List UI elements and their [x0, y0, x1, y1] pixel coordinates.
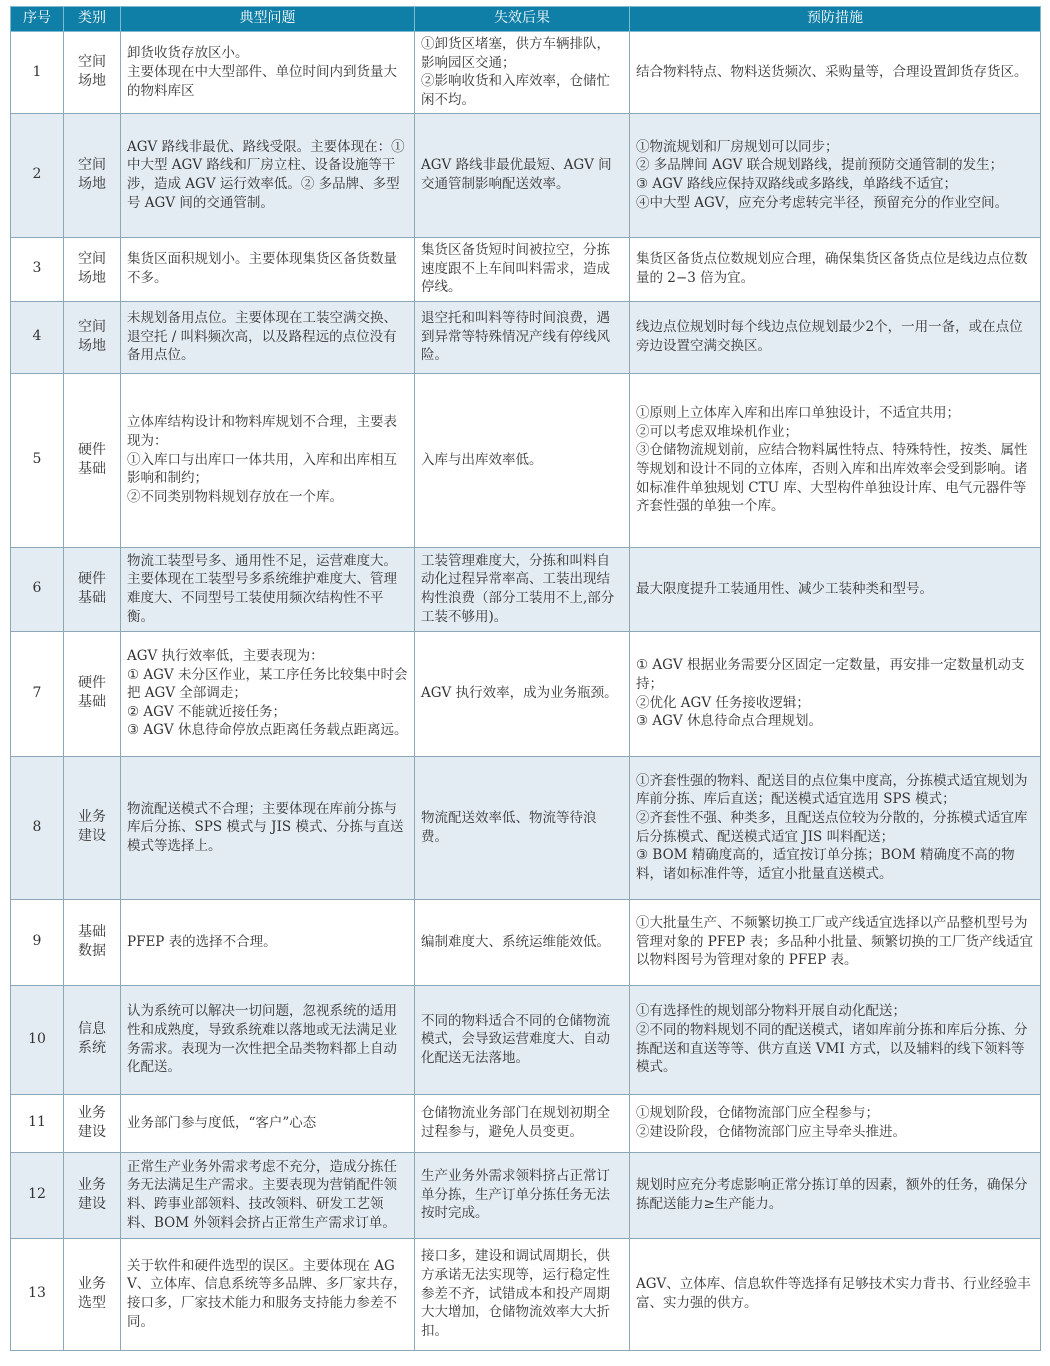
row-category-text: 硬件基础	[77, 675, 106, 711]
row-category-text: 信息系统	[77, 1021, 106, 1057]
row-category-text: 硬件基础	[77, 570, 106, 606]
row-problem-line: 关于软件和硬件选型的误区。主要体现在 AGV、立体库、信息系统等多品牌、多厂家共存，接口多，厂家技术能力和服务支持能力参差不同。	[127, 1257, 407, 1330]
row-prevention	[630, 32, 1041, 114]
row-category	[64, 32, 121, 114]
row-seq: 12	[11, 1152, 64, 1238]
row-category-text: 业务建设	[77, 1176, 106, 1212]
table-row	[11, 301, 1041, 373]
row-consequence	[415, 373, 630, 547]
row-prevention	[630, 373, 1041, 547]
row-seq: 6	[11, 547, 64, 631]
row-problem	[121, 113, 415, 237]
row-category	[64, 1152, 121, 1238]
row-consequence	[415, 1152, 630, 1238]
table-row	[11, 756, 1041, 899]
row-prevention-line: ②优化 AGV 任务接收逻辑；	[636, 694, 810, 711]
header-prevention: 预防措施	[630, 7, 1041, 32]
row-consequence-line: 不同的物料适合不同的仓储物流模式，会导致运营难度大、自动化配送无法落地。	[421, 1012, 610, 1066]
row-category-text: 业务建设	[77, 1104, 106, 1140]
row-problem-line: 主要体现在中大型部件、单位时间内到货量大的物料库区	[127, 63, 397, 99]
row-prevention-line: AGV、立体库、信息软件等选择有足够技术实力背书、行业经验丰富、实力强的供方。	[636, 1276, 1031, 1311]
row-category-text: 空间场地	[77, 250, 106, 286]
row-consequence	[415, 756, 630, 899]
table-row	[11, 32, 1041, 114]
row-consequence-line: AGV 路线非最优最短、AGV 间交通管制影响配送效率。	[421, 157, 612, 192]
row-seq: 8	[11, 756, 64, 899]
row-prevention-line: 集货区备货点位数规划应合理，确保集货区备货点位是线边点位数量的 2−3 倍为宜。	[636, 251, 1028, 286]
row-prevention	[630, 113, 1041, 237]
row-problem	[121, 32, 415, 114]
row-problem-line: ② AGV 不能就近接任务；	[127, 703, 286, 720]
header-category: 类别	[64, 7, 121, 32]
row-consequence-line: 入库与出库效率低。	[421, 451, 543, 468]
row-prevention-line: ②可以考虑双堆垛机作业；	[636, 423, 798, 440]
row-category-text: 空间场地	[77, 318, 106, 354]
row-prevention-line: ① AGV 根据业务需要分区固定一定数量，再安排一定数量机动支持；	[636, 657, 1025, 692]
row-problem-line: AGV 路线非最优、路线受限。主要体现在：①中大型 AGV 路线和厂房立柱、设备设施等干涉，造成 AGV 运行效率低。② 多品牌、多型号 AGV 间的交通管制。	[127, 138, 405, 211]
row-prevention-line: ② 多品牌间 AGV 联合规划路线，提前预防交通管制的发生；	[636, 157, 1004, 174]
row-category-text: 业务选型	[77, 1275, 106, 1311]
row-problem	[121, 301, 415, 373]
table-row	[11, 985, 1041, 1094]
row-category-text: 空间场地	[77, 156, 106, 192]
row-prevention-line: ①大批量生产、不频繁切换工厂或产线适宜选择以产品整机型号为管理对象的 PFEP 表；多品种小批量、频繁切换的工厂货产线适宜以物料图号为管理对象的 PFEP 表。	[636, 915, 1033, 969]
row-consequence	[415, 631, 630, 756]
row-seq: 9	[11, 899, 64, 985]
row-category	[64, 301, 121, 373]
row-consequence-line: 编制难度大、系统运维能效低。	[421, 933, 610, 950]
table-row	[11, 1152, 1041, 1238]
row-category-text: 基础数据	[77, 923, 106, 959]
row-consequence	[415, 32, 630, 114]
row-category-text: 硬件基础	[77, 441, 106, 477]
row-problem	[121, 547, 415, 631]
table-row	[11, 237, 1041, 301]
row-problem	[121, 1152, 415, 1238]
header-seq: 序号	[11, 7, 64, 32]
row-category-text: 业务建设	[77, 809, 106, 845]
row-consequence-line: ②影响收货和入库效率，仓储忙闲不均。	[421, 73, 610, 108]
row-consequence-line: 物流配送效率低、物流等待浪费。	[421, 809, 597, 845]
row-seq: 3	[11, 237, 64, 301]
row-problem-line: PFEP 表的选择不合理。	[127, 933, 277, 950]
row-problem-line: ① AGV 未分区作业，某工序任务比较集中时会把 AGV 全部调走；	[127, 666, 408, 702]
row-prevention-line: ③ AGV 休息待命点合理规划。	[636, 713, 822, 730]
row-problem	[121, 1094, 415, 1152]
row-consequence	[415, 985, 630, 1094]
row-consequence	[415, 1238, 630, 1350]
row-consequence-line: 工装管理难度大，分拣和叫料自动化过程异常率高、工装出现结构性浪费（部分工装用不上,部分工装不够用)。	[421, 552, 615, 625]
row-consequence	[415, 113, 630, 237]
row-prevention	[630, 985, 1041, 1094]
row-problem-line: 立体库结构设计和物料库规划不合理，主要表现为：	[127, 414, 397, 450]
row-consequence-line: 仓储物流业务部门在规划初期全过程参与，避免人员变更。	[421, 1105, 610, 1140]
row-prevention-line: 规划时应充分考虑影响正常分拣订单的因素，额外的任务，确保分拣配送能力≥生产能力。	[636, 1177, 1028, 1212]
row-prevention	[630, 1094, 1041, 1152]
row-problem-line: 集货区面积规划小。主要体现集货区备货数量不多。	[127, 251, 397, 286]
row-prevention-line: ①原则上立体库入库和出库口单独设计，不适宜共用；	[636, 405, 960, 422]
table-row	[11, 1238, 1041, 1350]
row-problem	[121, 756, 415, 899]
row-prevention-line: ③仓储物流规划前，应结合物料属性特点、特殊特性，按类、属性等规划和设计不同的立体库，否则入库和出库效率会受到影响。诸如标准件单独规划 CTU 库、大型构件单独设计库、电气元器件等齐套性强的单独一个库。	[636, 442, 1028, 515]
row-seq: 13	[11, 1238, 64, 1350]
row-prevention	[630, 547, 1041, 631]
table-header-row	[11, 7, 1041, 32]
row-category	[64, 1238, 121, 1350]
row-consequence-line: 退空托和叫料等待时间浪费，遇到异常等特殊情况产线有停线风险。	[421, 310, 610, 364]
row-problem-line: 物流配送模式不合理；主要体现在库前分拣与库后分拣、SPS 模式与 JIS 模式、分拣与直送模式等选择上。	[127, 800, 404, 854]
row-seq: 4	[11, 301, 64, 373]
row-category	[64, 756, 121, 899]
row-seq: 10	[11, 985, 64, 1094]
row-prevention-line: ①物流规划和厂房规划可以同步；	[636, 138, 839, 155]
header-problem: 典型问题	[121, 7, 415, 32]
row-problem-line: ①入库口与出库口一体共用，入库和出库相互影响和制约；	[127, 451, 397, 487]
row-prevention	[630, 756, 1041, 899]
row-prevention-line: 结合物料特点、物料送货频次、采购量等，合理设置卸货存货区。	[636, 63, 1028, 80]
row-prevention-line: ②齐套性不强、种类多，且配送点位较为分散的，分拣模式适宜库后分拣模式、配送模式适宜 JIS 叫料配送；	[636, 809, 1028, 845]
row-consequence	[415, 237, 630, 301]
row-category	[64, 237, 121, 301]
row-prevention-line: ④中大型 AGV，应充分考虑转完半径，预留充分的作业空间。	[636, 194, 1009, 211]
row-seq: 11	[11, 1094, 64, 1152]
row-consequence	[415, 1094, 630, 1152]
row-seq: 7	[11, 631, 64, 756]
row-problem-line: 卸货收货存放区小。	[127, 45, 249, 62]
row-prevention-line: ③ BOM 精确度高的，适宜按订单分拣；BOM 精确度不高的物料，诸如标准件等，适宜小批量直送模式。	[636, 847, 1015, 882]
row-prevention	[630, 301, 1041, 373]
problem-table	[10, 6, 1041, 1351]
row-problem-line: 认为系统可以解决一切问题，忽视系统的适用性和成熟度，导致系统难以落地或无法满足业务需求。表现为一次性把全品类物料都上自动化配送。	[127, 1003, 397, 1076]
row-problem	[121, 899, 415, 985]
table-row	[11, 631, 1041, 756]
table-row	[11, 1094, 1041, 1152]
row-prevention-line: ①有选择性的规划部分物料开展自动化配送；	[636, 1003, 906, 1020]
row-problem	[121, 631, 415, 756]
row-problem-line: ③ AGV 休息待命停放点距离任务载点距离远。	[127, 722, 408, 739]
row-prevention	[630, 631, 1041, 756]
row-category-text: 空间场地	[77, 54, 106, 90]
row-consequence-line: 生产业务外需求领料挤占正常订单分拣，生产订单分拣任务无法按时完成。	[421, 1168, 610, 1222]
row-problem-line: ②不同类别物料规划存放在一个库。	[127, 488, 343, 505]
row-consequence	[415, 899, 630, 985]
table-row	[11, 547, 1041, 631]
row-category	[64, 113, 121, 237]
row-prevention-line: 最大限度提升工装通用性、减少工装种类和型号。	[636, 580, 933, 597]
table-row	[11, 113, 1041, 237]
row-category	[64, 985, 121, 1094]
row-category	[64, 373, 121, 547]
row-consequence-line: 接口多，建设和调试周期长，供方承诺无法实现等，运行稳定性参差不齐，试错成本和投产周期大大增加，仓储物流效率大大折扣。	[421, 1248, 610, 1339]
table-row	[11, 373, 1041, 547]
row-problem-line: 未规划备用点位。主要体现在工装空满交换、退空托 / 叫料频次高，以及路程远的点位没有备用点位。	[127, 310, 397, 364]
row-prevention-line: ①齐套性强的物料、配送目的点位集中度高，分拣模式适宜规划为库前分拣、库后直送；配送模式适宜选用 SPS 模式；	[636, 772, 1028, 808]
row-problem-line: 物流工装型号多、通用性不足，运营难度大。主要体现在工装型号多系统维护难度大、管理难度大、不同型号工装使用频次结构性不平衡。	[127, 552, 397, 625]
row-consequence	[415, 301, 630, 373]
row-prevention	[630, 1152, 1041, 1238]
row-problem-line: 业务部门参与度低，“客户”心态	[127, 1114, 317, 1131]
row-category	[64, 899, 121, 985]
row-prevention-line: ②不同的物料规划不同的配送模式，诸如库前分拣和库后分拣、分拣配送和直送等等、供方直送 VMI 方式，以及辅料的线下领料等模式。	[636, 1021, 1028, 1076]
row-prevention	[630, 899, 1041, 985]
row-prevention-line: ②建设阶段，仓储物流部门应主导牵头推进。	[636, 1124, 906, 1140]
header-consequence: 失效后果	[415, 7, 630, 32]
row-category	[64, 547, 121, 631]
row-prevention	[630, 1238, 1041, 1350]
row-category	[64, 1094, 121, 1152]
row-problem-line: 正常生产业务外需求考虑不充分，造成分拣任务无法满足生产需求。主要表现为营销配件领料、跨事业部领料、技改领料、研发工艺领料、BOM 外领料会挤占正常生产需求订单。	[127, 1158, 397, 1231]
row-problem	[121, 237, 415, 301]
row-seq: 1	[11, 32, 64, 114]
row-seq: 2	[11, 113, 64, 237]
row-prevention-line: ③ AGV 路线应保持双路线或多路线，单路线不适宜；	[636, 176, 957, 192]
row-prevention	[630, 237, 1041, 301]
row-prevention-line: ①规划阶段，仓储物流部门应全程参与；	[636, 1105, 879, 1122]
table-row	[11, 899, 1041, 985]
table-body	[11, 32, 1041, 1351]
row-consequence-line: ①卸货区堵塞，供方车辆排队，影响园区交通；	[421, 36, 610, 71]
row-problem	[121, 1238, 415, 1350]
row-problem-line: AGV 执行效率低，主要表现为：	[127, 647, 324, 664]
row-consequence-line: 集货区备货短时间被拉空，分拣速度跟不上车间叫料需求，造成停线。	[421, 242, 610, 296]
row-seq: 5	[11, 373, 64, 547]
row-consequence-line: AGV 执行效率，成为业务瓶颈。	[421, 685, 618, 702]
row-problem	[121, 373, 415, 547]
row-category	[64, 631, 121, 756]
row-problem	[121, 985, 415, 1094]
row-consequence	[415, 547, 630, 631]
row-prevention-line: 线边点位规划时每个线边点位规划最少2个，一用一备，或在点位旁边设置空满交换区。	[636, 319, 1023, 354]
